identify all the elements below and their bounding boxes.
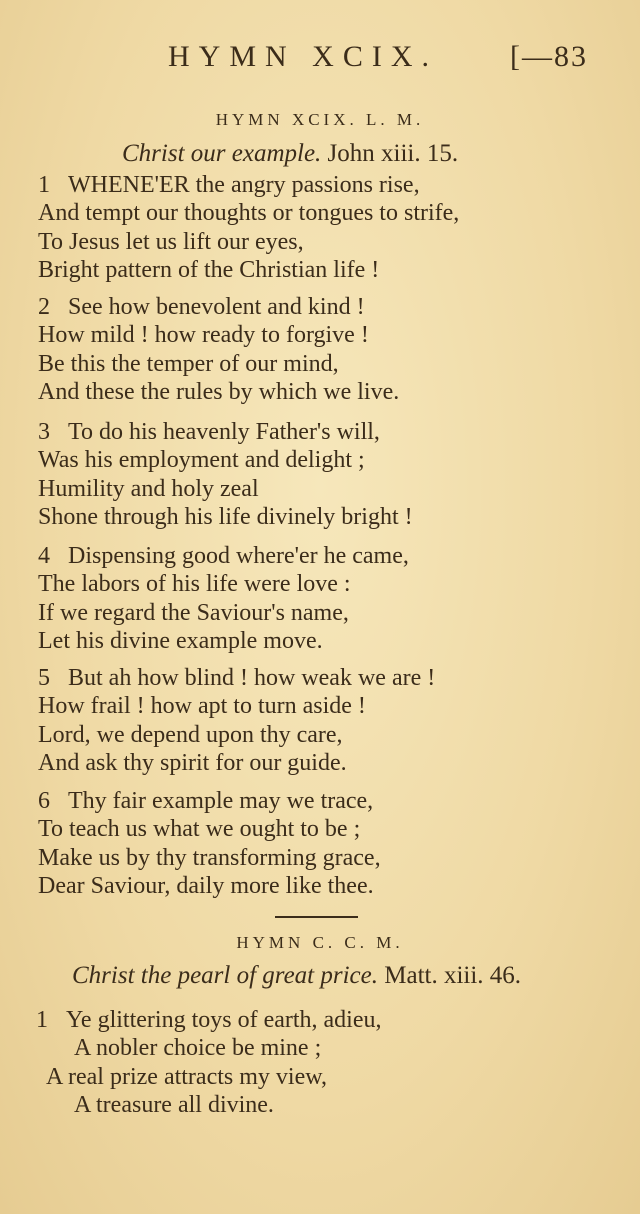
verse-number: 4 <box>38 543 50 569</box>
verse-line: How frail ! how apt to turn aside ! <box>38 693 366 719</box>
verse-line: And these the rules by which we live. <box>38 379 400 405</box>
verse-line: Humility and holy zeal <box>38 476 259 502</box>
verse-line: Bright pattern of the Christian life ! <box>38 257 380 283</box>
verse-number: 3 <box>38 419 50 445</box>
verse-line: The labors of his life were love : <box>38 571 351 597</box>
verse-line: How mild ! how ready to forgive ! <box>38 322 369 348</box>
verse-line: To Jesus let us lift our eyes, <box>38 229 304 255</box>
scripture-reference: John xiii. 15. <box>327 140 459 167</box>
verse-line: Shone through his life divinely bright ! <box>38 504 413 530</box>
verse-line: And ask thy spirit for our guide. <box>38 750 347 776</box>
verse-line: Let his divine example move. <box>38 628 323 654</box>
scripture-reference: Matt. xiii. 46. <box>384 962 522 989</box>
hymn-subtitle <box>72 962 521 990</box>
hymn-subtitle <box>122 140 458 168</box>
verse-number: 6 <box>38 788 50 814</box>
verse-line: And tempt our thoughts or tongues to strife, <box>38 200 460 226</box>
verse-line: 4 Dispensing good where'er he came, <box>38 543 409 569</box>
verse-number: 1 <box>36 1007 48 1033</box>
verse-line: 2 See how benevolent and kind ! <box>38 294 365 320</box>
verse-line: A real prize attracts my view, <box>46 1064 327 1090</box>
verse-line: Dear Saviour, daily more like thee. <box>38 873 374 899</box>
verse-line: 5 But ah how blind ! how weak we are ! <box>38 665 436 691</box>
verse-number: 2 <box>38 294 50 320</box>
hymn-heading: HYMN C. C. M. <box>236 933 404 952</box>
verse-line: Lord, we depend upon thy care, <box>38 722 343 748</box>
verse-number: 1 <box>38 172 50 198</box>
verse-number: 5 <box>38 665 50 691</box>
section-divider <box>275 916 358 918</box>
verse-line: 1 WHENE'ER the angry passions rise, <box>38 172 420 198</box>
verse-line: Be this the temper of our mind, <box>38 351 339 377</box>
verse-line: A treasure all divine. <box>74 1092 274 1118</box>
page-number: [—83 <box>510 40 588 73</box>
hymn-theme: Christ our example. <box>122 140 322 167</box>
hymn-heading: HYMN XCIX. L. M. <box>215 110 425 129</box>
verse-line: If we regard the Saviour's name, <box>38 600 349 626</box>
verse-line: 1 Ye glittering toys of earth, adieu, <box>36 1007 382 1033</box>
verse-line: Was his employment and delight ; <box>38 447 365 473</box>
verse-line: A nobler choice be mine ; <box>74 1035 322 1061</box>
verse-line: 6 Thy fair example may we trace, <box>38 788 374 814</box>
verse-line: Make us by thy transforming grace, <box>38 845 381 871</box>
running-head <box>0 40 640 84</box>
hymn-theme: Christ the pearl of great price. <box>72 962 378 989</box>
verse-line: To teach us what we ought to be ; <box>38 816 361 842</box>
running-title: HYMN XCIX. <box>168 40 438 73</box>
verse-line: 3 To do his heavenly Father's will, <box>38 419 380 445</box>
